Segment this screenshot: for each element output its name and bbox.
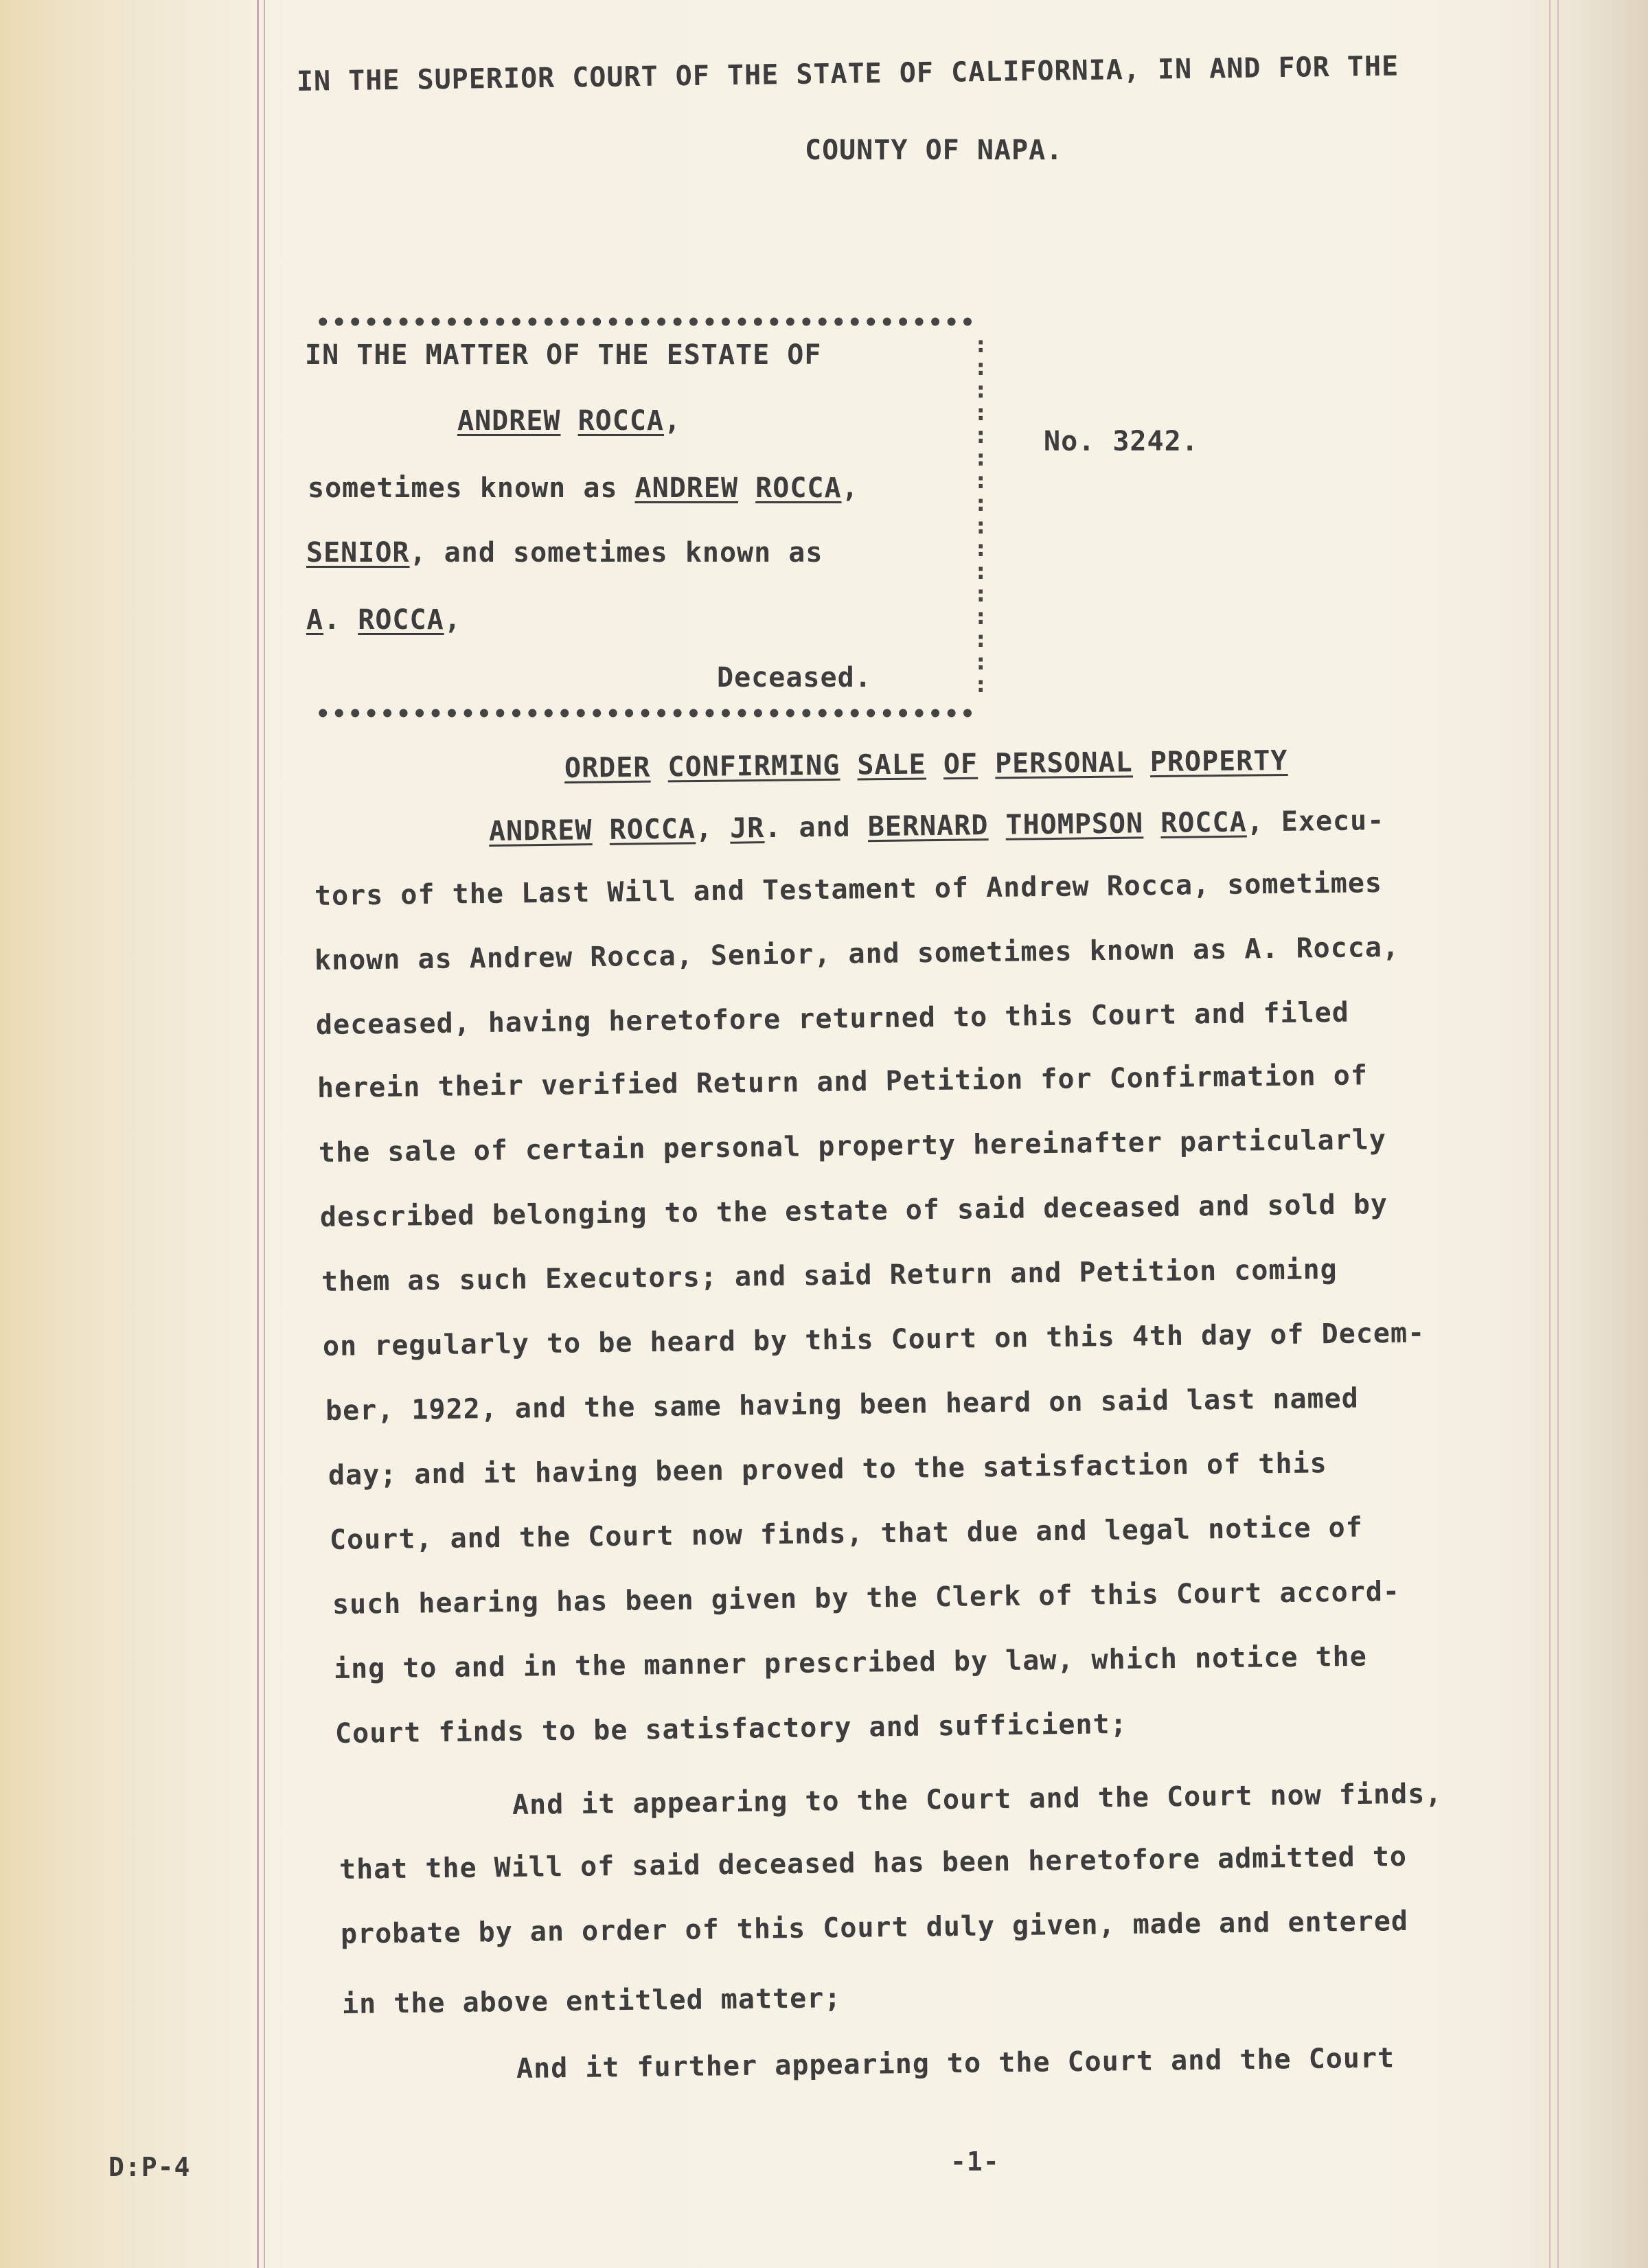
order-title-word-1: ORDER bbox=[564, 751, 651, 784]
aka2-comma: , bbox=[444, 604, 461, 636]
body-line: that the Will of said deceased has been heretofore admitted to bbox=[339, 1841, 1408, 1886]
caption-aka-line1 bbox=[308, 472, 859, 504]
court-name-line2: COUNTY OF NAPA. bbox=[805, 135, 1064, 166]
body-line: And it further appearing to the Court and the Court bbox=[516, 2042, 1395, 2085]
executors-sep-1: , bbox=[695, 812, 731, 845]
body-line: Court, and the Court now finds, that due and legal notice of bbox=[329, 1511, 1364, 1556]
body-line: tors of the Last Will and Testament of Andrew Rocca, sometimes bbox=[314, 867, 1383, 912]
aka1-first-name: ANDREW bbox=[634, 472, 739, 504]
aka2-initial: A bbox=[306, 604, 324, 636]
executor2-last: ROCCA bbox=[1160, 806, 1247, 840]
body-line: day; and it having been proved to the satisfaction of this bbox=[328, 1447, 1327, 1491]
aka1-comma: , bbox=[841, 472, 859, 504]
body-line: And it appearing to the Court and the Court now finds, bbox=[512, 1778, 1443, 1821]
page-edge-shadow bbox=[1524, 0, 1648, 2268]
decedent-last-name: ROCCA bbox=[577, 405, 665, 437]
executor2-first: BERNARD bbox=[867, 810, 989, 843]
body-line: Court finds to be satisfactory and sufficient; bbox=[334, 1708, 1128, 1750]
case-number: No. 3242. bbox=[1044, 426, 1199, 457]
caption-aka-line3 bbox=[306, 604, 461, 636]
left-margin-rule bbox=[257, 0, 259, 2268]
body-line: described belonging to the estate of said deceased and sold by bbox=[319, 1189, 1388, 1233]
aka2-dot: . bbox=[323, 604, 358, 636]
body-line: deceased, having heretofore returned to this Court and filed bbox=[315, 996, 1350, 1041]
body-line: known as Andrew Rocca, Senior, and sometimes known as A. Rocca, bbox=[314, 931, 1400, 976]
page-number: -1- bbox=[950, 2146, 1000, 2177]
order-title bbox=[564, 745, 1288, 784]
executors-sep-2: . and bbox=[764, 811, 869, 845]
executor2-middle: THOMPSON bbox=[1005, 807, 1144, 841]
caption-top-border: ••••••••••••••••••••••••••••••••••••••••• bbox=[316, 309, 977, 336]
right-margin-rule-outer bbox=[1557, 0, 1559, 2268]
executor1-suffix: JR bbox=[729, 812, 765, 845]
aka1-senior: SENIOR bbox=[306, 537, 410, 569]
body-line: such hearing has been given by the Clerk of this Court accord- bbox=[332, 1576, 1401, 1620]
body-line: probate by an order of this Court duly given, made and entered bbox=[340, 1905, 1409, 1950]
caption-bottom-border: ••••••••••••••••••••••••••••••••••••••••• bbox=[316, 700, 977, 728]
aka2-last-name: ROCCA bbox=[358, 604, 444, 636]
order-title-word-5: PERSONAL bbox=[994, 746, 1133, 780]
aka1-suffix: , and sometimes known as bbox=[409, 537, 823, 569]
executors-sep-3: , Execu- bbox=[1246, 805, 1385, 838]
order-title-word-3: SALE bbox=[857, 748, 926, 781]
executor1-last: ROCCA bbox=[609, 813, 696, 846]
body-line: the sale of certain personal property hereinafter particularly bbox=[318, 1124, 1387, 1169]
body-line: them as such Executors; and said Return and Petition coming bbox=[321, 1253, 1338, 1298]
decedent-name-comma: , bbox=[664, 405, 682, 437]
document-code: D:P-4 bbox=[108, 2152, 191, 2182]
aka1-last-name: ROCCA bbox=[755, 472, 842, 504]
order-title-word-2: CONFIRMING bbox=[667, 749, 840, 783]
left-margin-rule-inner bbox=[264, 0, 265, 2268]
caption-matter: IN THE MATTER OF THE ESTATE OF bbox=[305, 339, 822, 371]
order-title-word-6: PROPERTY bbox=[1149, 744, 1288, 779]
caption-deceased: Deceased. bbox=[717, 662, 872, 694]
decedent-first-name: ANDREW bbox=[457, 405, 561, 437]
court-name-line1: IN THE SUPERIOR COURT OF THE STATE OF CALIFORNIA, IN AND FOR THE bbox=[296, 50, 1399, 98]
body-line: ing to and in the manner prescribed by law, which notice the bbox=[333, 1640, 1368, 1685]
body-line: ber, 1922, and the same having been heard on said last named bbox=[325, 1382, 1360, 1427]
body-line: herein their verified Return and Petition for Confirmation of bbox=[317, 1059, 1369, 1104]
body-line: in the above entitled matter; bbox=[341, 1982, 842, 2020]
body-line: on regularly to be heard by this Court on this 4th day of Decem- bbox=[322, 1317, 1426, 1362]
caption-decedent-name bbox=[457, 405, 681, 437]
executors-line bbox=[489, 805, 1385, 847]
caption-aka-line2 bbox=[306, 537, 823, 569]
right-margin-rule bbox=[1549, 0, 1550, 2268]
caption-vertical-divider: : : : : : : : : : : : : : : : : bbox=[974, 331, 988, 698]
aka1-prefix: sometimes known as bbox=[308, 472, 635, 504]
executor1-first: ANDREW bbox=[488, 814, 593, 847]
order-title-word-4: OF bbox=[943, 748, 978, 781]
